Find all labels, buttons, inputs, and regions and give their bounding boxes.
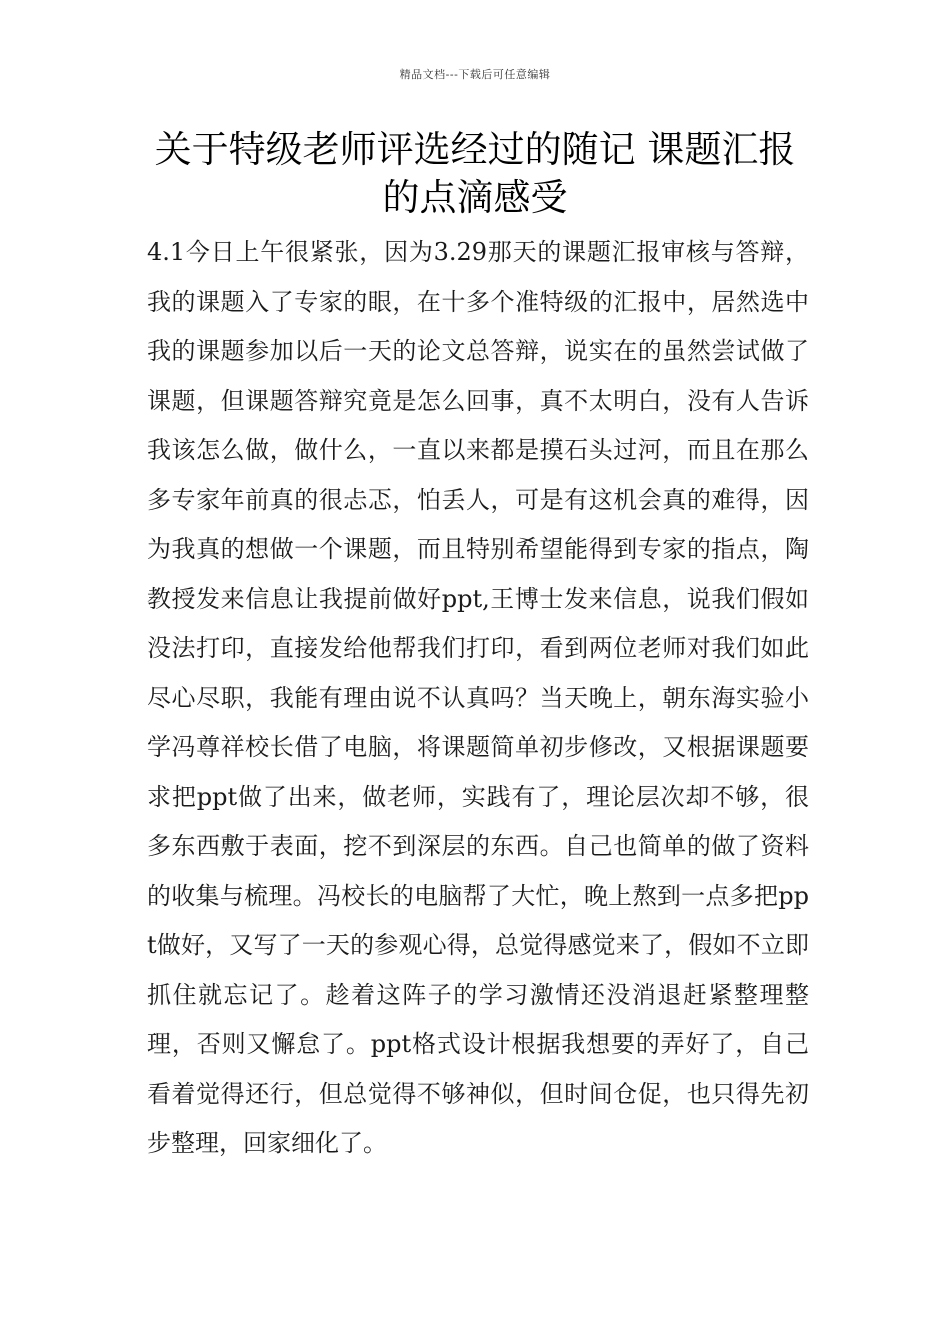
document-title: 关于特级老师评选经过的随记 课题汇报的点滴感受: [154, 128, 796, 219]
header-note: 精品文档---下载后可任意编辑: [399, 68, 551, 81]
body-paragraph: 4.1今日上午很紧张，因为3.29那天的课题汇报审核与答辩，我的课题入了专家的眼，在十多个准特级的汇报中，居然选中我的课题参加以后一天的论文总答辩，说实在的虽然尝试做了课题，但课题答辩究竟是怎么回事，真不太明白，没有人告诉我该怎么做，做什么，一直以来都是摸石头过河，而且在那么多专家年前真的很忐忑，怕丢人，可是有这机会真的难得，因为我真的想做一个课题，而且特别希望能得到专家的指点，陶教授发来信息让我提前做好ppt,王博士发来信息，说我们假如没法打印，直接发给他帮我们打印，看到两位老师对我们如此尽心尽职，我能有理由说不认真吗？当天晚上，朝东海实验小学冯尊祥校长借了电脑，将课题简单初步修改，又根据课题要求把ppt做了出来，做老师，实践有了，理论层次却不够，很多东西敷于表面，挖不到深层的东西。自己也简单的做了资料的收集与梳理。冯校长的电脑帮了大忙，晚上熬到一点多把ppt做好，又写了一天的参观心得，总觉得感觉来了，假如不立即抓住就忘记了。趁着这阵子的学习激情还没消退赶紧整理整理，否则又懈怠了。ppt格式设计根据我想要的弄好了，自己看着觉得还行，但总觉得不够神似，但时间仓促，也只得先初步整理，回家细化了。: [147, 238, 809, 1157]
